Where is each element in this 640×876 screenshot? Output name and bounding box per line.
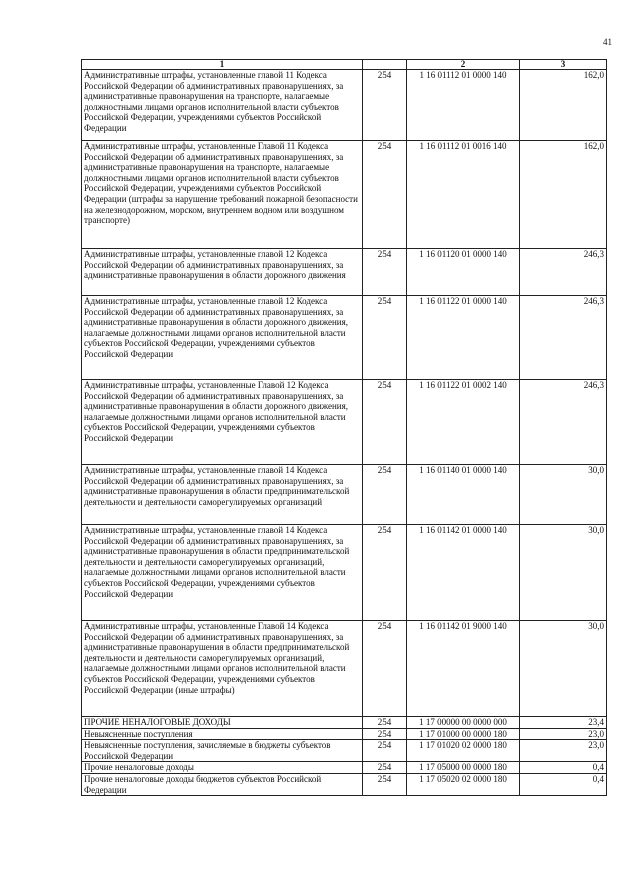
row-admin-code: 254	[363, 762, 407, 774]
header-col-2-code: 2	[407, 60, 520, 70]
row-admin-code: 254	[363, 740, 407, 762]
row-amount: 30,0	[520, 465, 607, 525]
revenue-table	[81, 59, 607, 796]
table-row	[82, 141, 607, 249]
row-name: Прочие неналоговые доходы	[82, 762, 363, 774]
row-amount: 23,4	[520, 717, 607, 729]
row-budget-code: 1 17 00000 00 0000 000	[407, 717, 520, 729]
row-amount: 23,0	[520, 740, 607, 762]
row-amount: 246,3	[520, 296, 607, 380]
table-row	[82, 773, 607, 795]
row-budget-code: 1 16 01122 01 0000 140	[407, 296, 520, 380]
row-amount: 246,3	[520, 380, 607, 465]
table-row	[82, 762, 607, 774]
row-amount: 23,0	[520, 728, 607, 740]
header-col-2-admin	[363, 60, 407, 70]
table-header-row	[82, 60, 607, 70]
row-name: Административные штрафы, установленные главой 14 Кодекса Российской Федерации об административных правонарушениях, за административные правонарушения в области предпринимательской деятельности и деятельности саморегулируемых организаций	[82, 465, 363, 525]
row-budget-code: 1 16 01142 01 0000 140	[407, 525, 520, 621]
table-row	[82, 740, 607, 762]
row-admin-code: 254	[363, 717, 407, 729]
row-name: Административные штрафы, установленные главой 11 Кодекса Российской Федерации об административных правонарушениях, за административные правонарушения на транспорте, налагаемые должностными лицами органов исполнительной власти субъектов Российской Федерации, учреждениями субъектов Российской Федерации	[82, 70, 363, 141]
row-amount: 162,0	[520, 70, 607, 141]
table-row	[82, 728, 607, 740]
row-admin-code: 254	[363, 70, 407, 141]
row-amount: 0,4	[520, 762, 607, 774]
table-row	[82, 525, 607, 621]
row-admin-code: 254	[363, 141, 407, 249]
row-name: Административные штрафы, установленные Главой 14 Кодекса Российской Федерации об административных правонарушениях, за административные правонарушения в области предпринимательской деятельности и деятельности саморегулируемых организаций, налагаемые должностными лицами органов исполнительной власти субъектов Российской Федерации, учреждениями субъектов Российской Федерации (иные штрафы)	[82, 621, 363, 717]
row-name: Административные штрафы, установленные Главой 11 Кодекса Российской Федерации об административных правонарушениях, за административные правонарушения на транспорте, налагаемые должностными лицами органов исполнительной власти субъектов Российской Федерации, учреждениями субъектов Российской Федерации (штрафы за нарушение требований пожарной безопасности на железнодорожном, морском, внутреннем водном или воздушном транспорте)	[82, 141, 363, 249]
row-admin-code: 254	[363, 380, 407, 465]
row-name: Невыясненные поступления, зачисляемые в бюджеты субъектов Российской Федерации	[82, 740, 363, 762]
table-row	[82, 621, 607, 717]
row-budget-code: 1 17 01020 02 0000 180	[407, 740, 520, 762]
row-amount: 246,3	[520, 249, 607, 296]
row-admin-code: 254	[363, 296, 407, 380]
row-name: ПРОЧИЕ НЕНАЛОГОВЫЕ ДОХОДЫ	[82, 717, 363, 729]
table-row	[82, 465, 607, 525]
table-row	[82, 296, 607, 380]
row-name: Административные штрафы, установленные главой 14 Кодекса Российской Федерации об административных правонарушениях, за административные правонарушения в области предпринимательской деятельности и деятельности саморегулируемых организаций, налагаемые должностными лицами органов исполнительной власти субъектов Российской Федерации, учреждениями субъектов Российской Федерации	[82, 525, 363, 621]
row-name: Административные штрафы, установленные главой 12 Кодекса Российской Федерации об административных правонарушениях, за административные правонарушения в области дорожного движения, налагаемые должностными лицами органов исполнительной власти субъектов Российской Федерации, учреждениями субъектов Российской Федерации	[82, 296, 363, 380]
row-budget-code: 1 16 01142 01 9000 140	[407, 621, 520, 717]
row-name: Административные штрафы, установленные главой 12 Кодекса Российской Федерации об административных правонарушениях, за административные правонарушения в области дорожного движения	[82, 249, 363, 296]
row-budget-code: 1 17 05020 02 0000 180	[407, 773, 520, 795]
row-name: Невыясненные поступления	[82, 728, 363, 740]
table-row	[82, 717, 607, 729]
row-budget-code: 1 16 01120 01 0000 140	[407, 249, 520, 296]
row-budget-code: 1 16 01122 01 0002 140	[407, 380, 520, 465]
header-col-3: 3	[520, 60, 607, 70]
row-admin-code: 254	[363, 728, 407, 740]
row-amount: 0,4	[520, 773, 607, 795]
table-row	[82, 249, 607, 296]
row-budget-code: 1 16 01112 01 0000 140	[407, 70, 520, 141]
row-budget-code: 1 17 05000 00 0000 180	[407, 762, 520, 774]
page-number: 41	[603, 37, 612, 47]
row-name: Прочие неналоговые доходы бюджетов субъектов Российской Федерации	[82, 773, 363, 795]
row-amount: 30,0	[520, 525, 607, 621]
row-budget-code: 1 16 01140 01 0000 140	[407, 465, 520, 525]
row-budget-code: 1 16 01112 01 0016 140	[407, 141, 520, 249]
table-row	[82, 70, 607, 141]
row-admin-code: 254	[363, 621, 407, 717]
row-amount: 162,0	[520, 141, 607, 249]
header-col-1: 1	[82, 60, 363, 70]
row-admin-code: 254	[363, 465, 407, 525]
row-budget-code: 1 17 01000 00 0000 180	[407, 728, 520, 740]
row-amount: 30,0	[520, 621, 607, 717]
row-admin-code: 254	[363, 249, 407, 296]
table-row	[82, 380, 607, 465]
row-admin-code: 254	[363, 525, 407, 621]
row-admin-code: 254	[363, 773, 407, 795]
row-name: Административные штрафы, установленные Главой 12 Кодекса Российской Федерации об административных правонарушениях, за административные правонарушения в области дорожного движения, налагаемые должностными лицами органов исполнительной власти субъектов Российской Федерации, учреждениями субъектов Российской Федерации	[82, 380, 363, 465]
